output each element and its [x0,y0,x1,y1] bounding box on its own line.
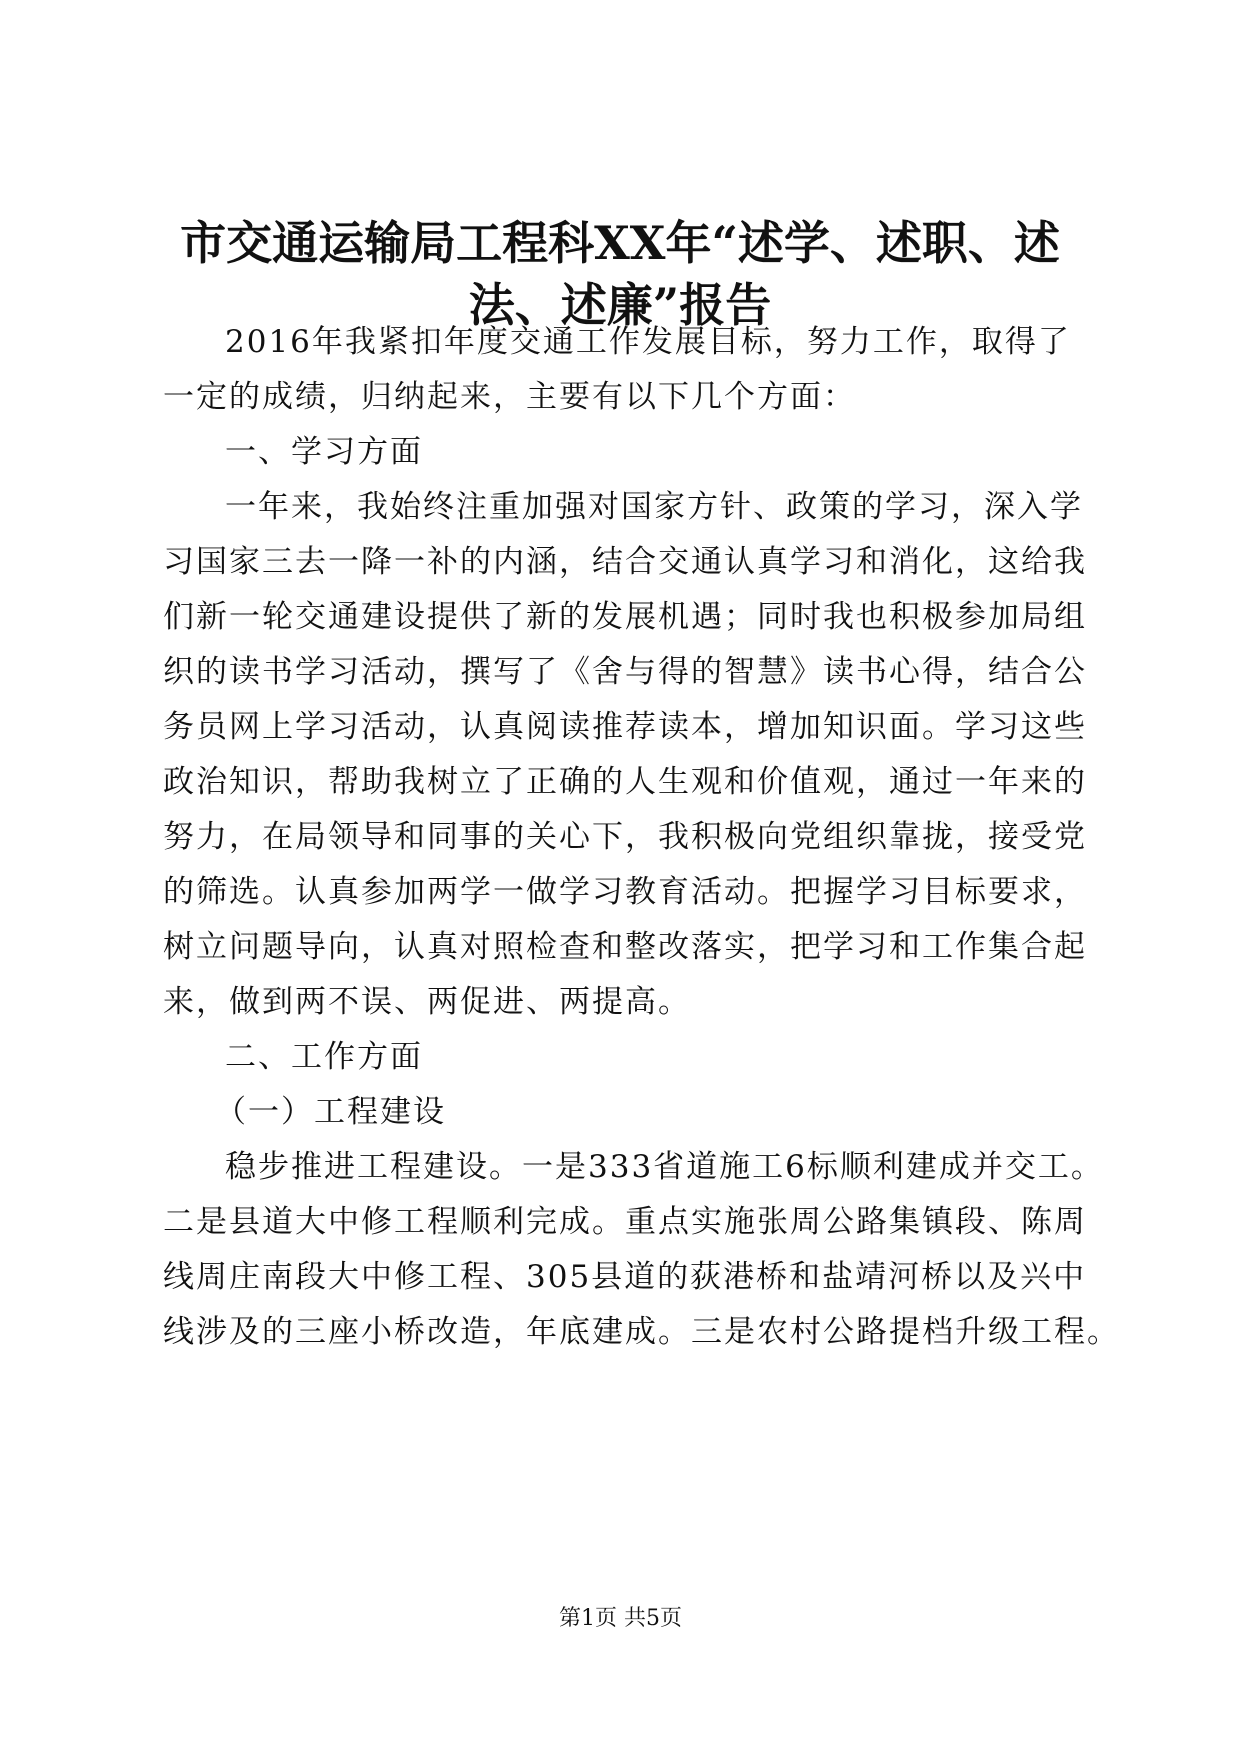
paragraph-line: 稳步推进工程建设。一是333省道施工6标顺利建成并交工。 [225,1149,1104,1185]
paragraph-line: 的筛选。认真参加两学一做学习教育活动。把握学习目标要求， [163,874,1087,910]
title-line: 法、述廉”报告 [468,278,772,332]
paragraph-line: 一年来，我始终注重加强对国家方针、政策的学习，深入学 [225,489,1083,525]
paragraph-line: 政治知识，帮助我树立了正确的人生观和价值观，通过一年来的 [163,764,1087,800]
paragraph-line: 织的读书学习活动，撰写了《舍与得的智慧》读书心得，结合公 [163,654,1087,690]
paragraph-line: 线涉及的三座小桥改造，年底建成。三是农村公路提档升级工程。 [163,1314,1120,1350]
paragraph-line: 线周庄南段大中修工程、305县道的荻港桥和盐靖河桥以及兴中 [163,1259,1087,1295]
paragraph-line: 务员网上学习活动，认真阅读推荐读本，增加知识面。学习这些 [163,709,1087,745]
paragraph-line: 一定的成绩，归纳起来，主要有以下几个方面： [163,379,856,415]
paragraph-line: 树立问题导向，认真对照检查和整改落实，把学习和工作集合起 [163,929,1087,965]
document-title [150,212,1090,336]
paragraph-line: 来，做到两不误、两促进、两提高。 [163,984,691,1020]
subsection-heading: （一）工程建设 [215,1094,446,1130]
page-footer: 第1页 共5页 [559,1606,682,1631]
paragraph-line: 二是县道大中修工程顺利完成。重点实施张周公路集镇段、陈周 [163,1204,1087,1240]
title-line: 市交通运输局工程科XX年“述学、述职、述 [180,216,1060,270]
paragraph-line: 努力，在局领导和同事的关心下，我积极向党组织靠拢，接受党 [163,819,1087,855]
paragraph-line: 们新一轮交通建设提供了新的发展机遇；同时我也积极参加局组 [163,599,1087,635]
section-heading: 一、学习方面 [225,434,423,470]
section-heading: 二、工作方面 [225,1039,423,1075]
paragraph-line: 2016年我紧扣年度交通工作发展目标，努力工作，取得了 [225,324,1071,360]
paragraph-line: 习国家三去一降一补的内涵，结合交通认真学习和消化，这给我 [163,544,1087,580]
